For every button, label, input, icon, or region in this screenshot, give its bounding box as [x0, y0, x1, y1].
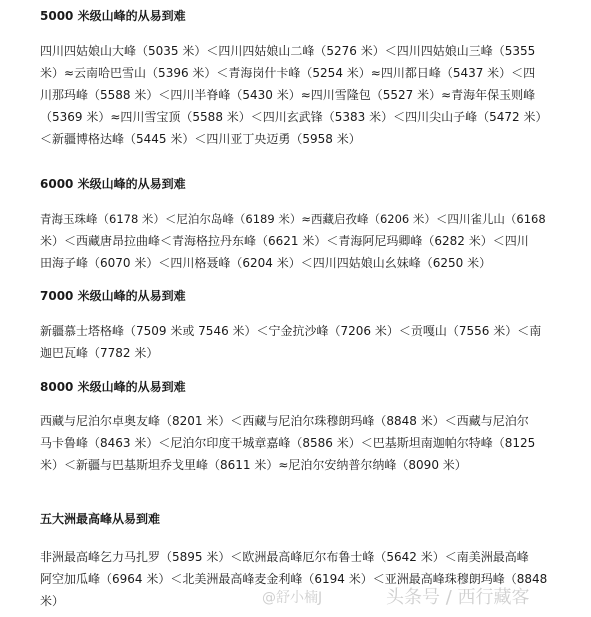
section-heading-5000m: 5000 米级山峰的从易到难: [40, 9, 186, 23]
text-line: 米）≈云南哈巴雪山（5396 米）＜青海岗什卡峰（5254 米）≈四川都日峰（5437 米）＜四: [40, 66, 536, 80]
text-line: 四川四姑娘山大峰（5035 米）＜四川四姑娘山二峰（5276 米）＜四川四姑娘山三峰（5355: [40, 44, 536, 58]
text-line: 川那玛峰（5588 米）＜四川半脊峰（5430 米）≈四川雪隆包（5527 米）≈青海年保玉则峰: [40, 88, 536, 102]
text-line: 新疆慕士塔格峰（7509 米或 7546 米）＜宁金抗沙峰（7206 米）＜贡嘎山（7556 米）＜南: [40, 324, 542, 338]
section-heading-8000m: 8000 米级山峰的从易到难: [40, 380, 186, 394]
text-line: 迦巴瓦峰（7782 米）: [40, 346, 159, 360]
text-line: 米）: [40, 594, 65, 608]
section-heading-7000m: 7000 米级山峰的从易到难: [40, 289, 186, 303]
text-line: 马卡鲁峰（8463 米）＜尼泊尔印度干城章嘉峰（8586 米）＜巴基斯坦南迦帕尔特峰（8125: [40, 436, 536, 450]
section-body-8000m: [40, 410, 552, 476]
section-heading-6000m: 6000 米级山峰的从易到难: [40, 177, 186, 191]
section-heading-continents: 五大洲最高峰从易到难: [40, 512, 161, 526]
section-body-7000m: [40, 320, 552, 364]
text-line: 田海子峰（6070 米）＜四川格聂峰（6204 米）＜四川四姑娘山幺妹峰（6250 米）: [40, 256, 492, 270]
text-line: 阿空加瓜峰（6964 米）＜北美洲最高峰麦金利峰（6194 米）＜亚洲最高峰珠穆朗玛峰（8848: [40, 572, 548, 586]
section-body-6000m: [40, 208, 552, 274]
section-body-5000m: [40, 40, 552, 150]
weibo-watermark: @舒小楠J: [262, 590, 323, 606]
text-line: 西藏与尼泊尔卓奥友峰（8201 米）＜西藏与尼泊尔珠穆朗玛峰（8848 米）＜西藏与尼泊尔: [40, 414, 529, 428]
text-line: 米）＜西藏唐昂拉曲峰＜青海格拉丹东峰（6621 米）＜青海阿尼玛卿峰（6282 米）＜四川: [40, 234, 529, 248]
text-line: ＜新疆博格达峰（5445 米）＜四川亚丁央迈勇（5958 米）: [40, 132, 361, 146]
text-line: 非洲最高峰乞力马扎罗（5895 米）＜欧洲最高峰厄尔布鲁士峰（5642 米）＜南美洲最高峰: [40, 550, 529, 564]
text-line: （5369 米）≈四川雪宝顶（5588 米）＜四川玄武锋（5383 米）＜四川尖山子峰（5472 米）: [40, 110, 548, 124]
text-line: 米）＜新疆与巴基斯坦乔戈里峰（8611 米）≈尼泊尔安纳普尔纳峰（8090 米）: [40, 458, 467, 472]
source-watermark: 头条号 / 西行藏客: [386, 587, 530, 608]
text-line: 青海玉珠峰（6178 米）＜尼泊尔岛峰（6189 米）≈西藏启孜峰（6206 米）＜四川雀儿山（6168: [40, 212, 546, 226]
